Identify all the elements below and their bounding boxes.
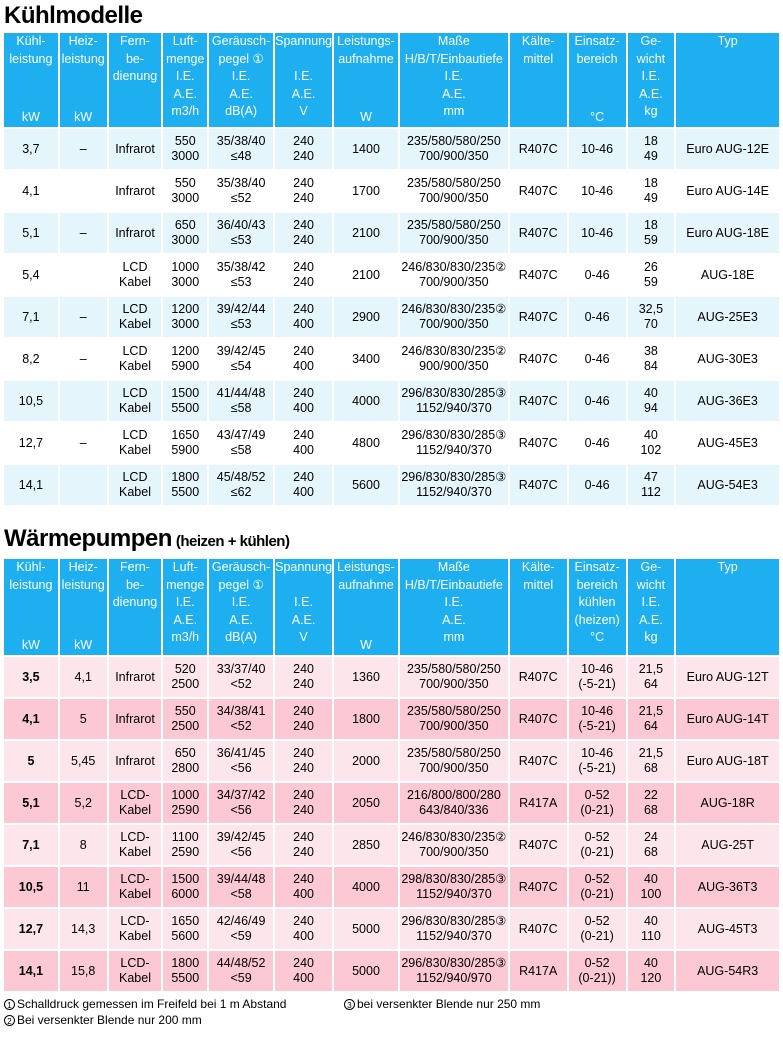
table-cell: 43/47/49 ≤58 — [209, 423, 273, 463]
cooling-header-cell — [628, 33, 675, 127]
table-cell: 12,7 — [4, 423, 58, 463]
table-cell: 1360 — [334, 657, 398, 697]
table-cell: 240 240 — [275, 213, 332, 253]
table-row — [4, 657, 779, 697]
table-cell: 36/40/43 ≤53 — [209, 213, 273, 253]
table-row — [4, 951, 779, 991]
table-cell: 235/580/580/250 700/900/350 — [400, 129, 508, 169]
table-cell: 8 — [60, 825, 107, 865]
heatpumps-header-label: Heiz- leistung — [61, 560, 105, 592]
table-cell: 0-46 — [569, 381, 626, 421]
table-cell: 240 240 — [275, 825, 332, 865]
table-row — [4, 699, 779, 739]
cooling-header-label: Spannung I.E. A.E. V — [275, 34, 333, 118]
table-cell: 246/830/830/235② 700/900/350 — [400, 255, 508, 295]
table-cell: Euro AUG-18T — [676, 741, 779, 781]
table-cell: 39/42/45 <56 — [209, 825, 273, 865]
table-cell: AUG-54E3 — [676, 465, 779, 505]
table-cell: 34/38/41 <52 — [209, 699, 273, 739]
table-cell: LCD- Kabel — [109, 909, 162, 949]
table-cell: 10-46 (-5-21) — [569, 741, 626, 781]
table-cell: 0-46 — [569, 339, 626, 379]
table-row — [4, 255, 779, 295]
table-cell: R407C — [510, 381, 567, 421]
table-cell: 39/44/48 <58 — [209, 867, 273, 907]
table-cell: Infrarot — [109, 213, 162, 253]
table-cell: 3,5 — [4, 657, 58, 697]
table-cell: 235/580/580/250 700/900/350 — [400, 657, 508, 697]
table-cell: – — [60, 129, 107, 169]
table-cell: 4000 — [334, 381, 398, 421]
table-cell: 296/830/830/285③ 1152/940/970 — [400, 951, 508, 991]
table-cell: 5 — [60, 699, 107, 739]
table-row — [4, 297, 779, 337]
heatpumps-header-label: Typ — [717, 560, 738, 574]
table-cell: 0-46 — [569, 255, 626, 295]
table-cell: 38 84 — [628, 339, 675, 379]
table-cell: 42/46/49 <59 — [209, 909, 273, 949]
table-cell: 14,1 — [4, 465, 58, 505]
table-cell: 0-46 — [569, 297, 626, 337]
table-row — [4, 339, 779, 379]
cooling-header-label: Heiz- leistung — [61, 34, 105, 66]
heatpumps-header-cell — [4, 559, 58, 655]
table-cell: 1650 5900 — [163, 423, 207, 463]
table-cell: 5,45 — [60, 741, 107, 781]
table-cell: R407C — [510, 909, 567, 949]
heatpumps-header-label: Ge- wicht I.E. A.E. kg — [636, 560, 666, 644]
cooling-header-unit: W — [360, 109, 372, 124]
table-cell: LCD- Kabel — [109, 867, 162, 907]
table-cell: 3,7 — [4, 129, 58, 169]
table-cell: 32,5 70 — [628, 297, 675, 337]
cooling-header-cell — [400, 33, 508, 127]
footnote-1: 1 Schalldruck gemessen im Freifeld bei 1 m Abstand — [4, 997, 286, 1011]
table-row — [4, 171, 779, 211]
table-cell: AUG-18E — [676, 255, 779, 295]
table-cell: 0-52 (0-21) — [569, 783, 626, 823]
table-cell: 0-52 (0-21)) — [569, 951, 626, 991]
cooling-header-cell — [163, 33, 207, 127]
table-cell: 246/830/830/235② 700/900/350 — [400, 825, 508, 865]
table-cell: 18 49 — [628, 129, 675, 169]
cooling-title-text: Kühlmodelle — [4, 2, 143, 29]
table-cell: R407C — [510, 699, 567, 739]
table-cell: 240 240 — [275, 783, 332, 823]
table-cell: 240 240 — [275, 657, 332, 697]
table-cell: – — [60, 339, 107, 379]
table-cell: 26 59 — [628, 255, 675, 295]
heatpump-subtitle: (heizen + kühlen) — [175, 533, 290, 550]
table-cell: 35/38/42 ≤53 — [209, 255, 273, 295]
table-cell: 21,5 64 — [628, 657, 675, 697]
table-cell: R407C — [510, 297, 567, 337]
cooling-header-label: Kälte- mittel — [521, 34, 555, 66]
table-cell: R407C — [510, 465, 567, 505]
table-cell: 39/42/44 ≤53 — [209, 297, 273, 337]
table-cell: LCD- Kabel — [109, 951, 162, 991]
table-cell: 36/41/45 <56 — [209, 741, 273, 781]
table-cell: LCD Kabel — [109, 297, 162, 337]
heatpumps-header-label: Kälte- mittel — [521, 560, 555, 592]
cooling-header-label: Fern- be- dienung — [112, 34, 158, 83]
table-cell: AUG-25T — [676, 825, 779, 865]
cooling-header-cell — [60, 33, 107, 127]
table-cell: 2100 — [334, 255, 398, 295]
table-cell: 21,5 64 — [628, 699, 675, 739]
heatpumps-header-label: Geräusch- pegel ① I.E. A.E. dB(A) — [211, 560, 271, 644]
table-cell: 22 68 — [628, 783, 675, 823]
heatpumps-header-label: Kühl- leistung — [9, 560, 53, 592]
table-cell: 1800 5500 — [163, 951, 207, 991]
table-cell: 4,1 — [4, 171, 58, 211]
table-cell: LCD- Kabel — [109, 825, 162, 865]
heatpumps-header-label: Spannung I.E. A.E. V — [275, 560, 333, 644]
table-cell — [60, 381, 107, 421]
table-cell: 235/580/580/250 700/900/350 — [400, 699, 508, 739]
cooling-header-cell — [334, 33, 398, 127]
table-cell: R417A — [510, 783, 567, 823]
table-row — [4, 741, 779, 781]
table-cell: Infrarot — [109, 657, 162, 697]
table-cell: 1500 6000 — [163, 867, 207, 907]
table-row — [4, 213, 779, 253]
table-cell: – — [60, 423, 107, 463]
heatpumps-header-unit: kW — [21, 637, 40, 652]
table-cell: 35/38/40 ≤52 — [209, 171, 273, 211]
table-cell: 550 2500 — [163, 699, 207, 739]
table-cell: Infrarot — [109, 741, 162, 781]
table-row — [4, 423, 779, 463]
table-cell: 1800 5500 — [163, 465, 207, 505]
heatpumps-header-unit: kW — [74, 637, 93, 652]
heatpumps-header-cell — [209, 559, 273, 655]
table-cell: 5,4 — [4, 255, 58, 295]
table-cell: 246/830/830/235② 700/900/350 — [400, 297, 508, 337]
table-cell: 47 112 — [628, 465, 675, 505]
footnote-2: 2 Bei versenkter Blende nur 200 mm — [4, 1013, 202, 1027]
cooling-header-cell — [109, 33, 162, 127]
table-cell — [60, 465, 107, 505]
table-cell: 8,2 — [4, 339, 58, 379]
footnote-3: 3 bei versenkter Blende nur 250 mm — [344, 997, 540, 1011]
table-cell: 1200 5900 — [163, 339, 207, 379]
table-cell: 1100 2590 — [163, 825, 207, 865]
table-cell — [60, 255, 107, 295]
table-cell: 2850 — [334, 825, 398, 865]
cooling-header-cell — [510, 33, 567, 127]
table-cell: 10-46 (-5-21) — [569, 657, 626, 697]
cooling-header-unit: kW — [74, 109, 93, 124]
table-cell: 0-46 — [569, 465, 626, 505]
table-row — [4, 909, 779, 949]
cooling-header-label: Maße H/B/T/Einbautiefe I.E. A.E. mm — [404, 34, 503, 118]
table-cell: 550 3000 — [163, 129, 207, 169]
table-cell: LCD Kabel — [109, 255, 162, 295]
table-cell: AUG-25E3 — [676, 297, 779, 337]
table-cell: 2900 — [334, 297, 398, 337]
table-cell: 40 110 — [628, 909, 675, 949]
heatpump-title — [4, 525, 289, 553]
table-cell: 10-46 — [569, 129, 626, 169]
table-cell: 14,3 — [60, 909, 107, 949]
table-cell: Euro AUG-14T — [676, 699, 779, 739]
table-cell: 18 49 — [628, 171, 675, 211]
table-cell: 296/830/830/285③ 1152/940/370 — [400, 423, 508, 463]
table-cell: R407C — [510, 255, 567, 295]
table-cell: 240 400 — [275, 867, 332, 907]
table-cell: 1200 3000 — [163, 297, 207, 337]
table-cell: 10-46 (-5-21) — [569, 699, 626, 739]
table-cell: R417A — [510, 951, 567, 991]
table-cell: 5600 — [334, 465, 398, 505]
table-cell: LCD Kabel — [109, 465, 162, 505]
table-cell: Euro AUG-12E — [676, 129, 779, 169]
table-cell: 34/37/42 <56 — [209, 783, 273, 823]
table-cell: 21,5 68 — [628, 741, 675, 781]
table-cell: 41/44/48 ≤58 — [209, 381, 273, 421]
table-cell: 235/580/580/250 700/900/350 — [400, 171, 508, 211]
table-cell: 296/830/830/285③ 1152/940/370 — [400, 465, 508, 505]
table-cell: 10,5 — [4, 381, 58, 421]
cooling-header-unit: kW — [21, 109, 40, 124]
table-cell: 650 3000 — [163, 213, 207, 253]
footnote-3-marker: 3 — [344, 999, 355, 1010]
table-cell: 40 94 — [628, 381, 675, 421]
footnote-2-marker: 2 — [4, 1015, 15, 1026]
table-cell: R407C — [510, 825, 567, 865]
table-cell: 246/830/830/235② 900/900/350 — [400, 339, 508, 379]
table-cell: 1800 — [334, 699, 398, 739]
heatpump-table — [2, 557, 781, 993]
cooling-header-cell — [4, 33, 58, 127]
table-cell: R407C — [510, 129, 567, 169]
heatpumps-header-cell — [400, 559, 508, 655]
cooling-header-label: Luft- menge I.E. A.E. m3/h — [166, 34, 205, 118]
table-cell: LCD Kabel — [109, 381, 162, 421]
table-cell: 44/48/52 <59 — [209, 951, 273, 991]
table-row — [4, 783, 779, 823]
table-cell: 240 400 — [275, 465, 332, 505]
cooling-header-label: Leistungs- aufnahme — [337, 34, 395, 66]
heatpumps-header-cell — [163, 559, 207, 655]
cooling-header-label: Einsatz- bereich — [574, 34, 620, 66]
heatpumps-header-label: Leistungs- aufnahme — [337, 560, 395, 592]
table-cell: 24 68 — [628, 825, 675, 865]
table-cell: 40 100 — [628, 867, 675, 907]
table-cell: Euro AUG-18E — [676, 213, 779, 253]
table-cell: 5000 — [334, 909, 398, 949]
heatpumps-header-label: Einsatz- bereich kühlen (heizen) °C — [574, 560, 620, 644]
table-cell: 235/580/580/250 700/900/350 — [400, 213, 508, 253]
table-cell: 296/830/830/285③ 1152/940/370 — [400, 381, 508, 421]
table-cell: 1000 2590 — [163, 783, 207, 823]
table-cell: R407C — [510, 339, 567, 379]
table-cell: 7,1 — [4, 825, 58, 865]
table-cell: 10,5 — [4, 867, 58, 907]
table-row — [4, 381, 779, 421]
table-cell: R407C — [510, 657, 567, 697]
table-cell: R407C — [510, 171, 567, 211]
table-cell: 550 3000 — [163, 171, 207, 211]
table-cell: 4000 — [334, 867, 398, 907]
table-cell: 1400 — [334, 129, 398, 169]
table-cell: 1500 5500 — [163, 381, 207, 421]
table-cell: 0-52 (0-21) — [569, 825, 626, 865]
table-row — [4, 129, 779, 169]
table-cell: 5000 — [334, 951, 398, 991]
table-cell: 240 400 — [275, 951, 332, 991]
table-cell — [60, 171, 107, 211]
table-cell: R407C — [510, 423, 567, 463]
table-cell: 35/38/40 ≤48 — [209, 129, 273, 169]
table-cell: 40 120 — [628, 951, 675, 991]
cooling-header-label: Kühl- leistung — [9, 34, 53, 66]
table-cell: R407C — [510, 741, 567, 781]
table-cell: Infrarot — [109, 171, 162, 211]
cooling-title — [4, 2, 143, 30]
table-row — [4, 867, 779, 907]
heatpumps-header-cell — [334, 559, 398, 655]
table-cell: 7,1 — [4, 297, 58, 337]
table-cell: AUG-18R — [676, 783, 779, 823]
table-cell: R407C — [510, 213, 567, 253]
table-cell: 12,7 — [4, 909, 58, 949]
table-cell: 2050 — [334, 783, 398, 823]
cooling-table — [2, 31, 781, 507]
table-cell: – — [60, 297, 107, 337]
table-cell: AUG-30E3 — [676, 339, 779, 379]
table-cell: 0-46 — [569, 423, 626, 463]
cooling-header-cell — [209, 33, 273, 127]
heatpumps-header-label: Fern- be- dienung — [112, 560, 158, 609]
table-cell: 1700 — [334, 171, 398, 211]
table-cell: Infrarot — [109, 129, 162, 169]
heatpumps-header-cell — [510, 559, 567, 655]
table-cell: 240 400 — [275, 423, 332, 463]
cooling-header-row — [4, 33, 779, 127]
table-cell: 240 240 — [275, 699, 332, 739]
table-cell: Euro AUG-14E — [676, 171, 779, 211]
table-cell: LCD Kabel — [109, 423, 162, 463]
table-cell: 5 — [4, 741, 58, 781]
table-cell: 45/48/52 ≤62 — [209, 465, 273, 505]
table-cell: 240 240 — [275, 741, 332, 781]
cooling-header-label: Ge- wicht I.E. A.E. kg — [636, 34, 666, 118]
table-cell: 33/37/40 <52 — [209, 657, 273, 697]
table-cell: 0-52 (0-21) — [569, 867, 626, 907]
heatpumps-header-unit: W — [360, 637, 372, 652]
table-cell: AUG-45E3 — [676, 423, 779, 463]
cooling-header-cell — [676, 33, 779, 127]
table-cell: 3400 — [334, 339, 398, 379]
table-cell: 4,1 — [60, 657, 107, 697]
table-cell: 15,8 — [60, 951, 107, 991]
table-cell: 240 240 — [275, 255, 332, 295]
table-cell: 1650 5600 — [163, 909, 207, 949]
table-cell: AUG-36T3 — [676, 867, 779, 907]
table-cell: 14,1 — [4, 951, 58, 991]
cooling-header-unit: °C — [590, 109, 605, 124]
table-cell: AUG-54R3 — [676, 951, 779, 991]
cooling-header-label: Typ — [717, 34, 738, 48]
heatpumps-header-cell — [60, 559, 107, 655]
table-cell: R407C — [510, 867, 567, 907]
heatpumps-header-cell — [275, 559, 332, 655]
table-cell: 240 240 — [275, 171, 332, 211]
table-cell: 240 400 — [275, 339, 332, 379]
cooling-header-label: Geräusch- pegel ① I.E. A.E. dB(A) — [211, 34, 271, 118]
table-cell: LCD Kabel — [109, 339, 162, 379]
table-cell: 240 240 — [275, 129, 332, 169]
table-cell: 40 102 — [628, 423, 675, 463]
table-cell: – — [60, 213, 107, 253]
table-cell: 2000 — [334, 741, 398, 781]
table-cell: Euro AUG-12T — [676, 657, 779, 697]
table-cell: 240 400 — [275, 381, 332, 421]
heatpumps-header-cell — [628, 559, 675, 655]
heatpumps-header-row — [4, 559, 779, 655]
table-row — [4, 825, 779, 865]
table-cell: 216/800/800/280 643/840/336 — [400, 783, 508, 823]
table-cell: 0-52 (0-21) — [569, 909, 626, 949]
table-cell: 650 2800 — [163, 741, 207, 781]
table-cell: 298/830/830/285③ 1152/940/370 — [400, 867, 508, 907]
table-cell: 4,1 — [4, 699, 58, 739]
table-cell: 11 — [60, 867, 107, 907]
table-cell: 5,1 — [4, 213, 58, 253]
table-cell: LCD- Kabel — [109, 783, 162, 823]
table-cell: AUG-36E3 — [676, 381, 779, 421]
heatpumps-header-cell — [569, 559, 626, 655]
heatpumps-header-cell — [109, 559, 162, 655]
table-cell: 10-46 — [569, 213, 626, 253]
table-cell: 520 2500 — [163, 657, 207, 697]
cooling-header-cell — [275, 33, 332, 127]
heatpumps-header-label: Luft- menge I.E. A.E. m3/h — [166, 560, 205, 644]
table-cell: 240 400 — [275, 909, 332, 949]
table-cell: AUG-45T3 — [676, 909, 779, 949]
table-cell: 10-46 — [569, 171, 626, 211]
table-cell: 296/830/830/285③ 1152/940/370 — [400, 909, 508, 949]
heatpumps-header-label: Maße H/B/T/Einbautiefe I.E. A.E. mm — [404, 560, 503, 644]
cooling-header-cell — [569, 33, 626, 127]
table-cell: 2100 — [334, 213, 398, 253]
table-cell: 5,2 — [60, 783, 107, 823]
footnote-1-marker: 1 — [4, 999, 15, 1010]
heatpumps-header-cell — [676, 559, 779, 655]
table-row — [4, 465, 779, 505]
table-cell: 240 400 — [275, 297, 332, 337]
table-cell: 4800 — [334, 423, 398, 463]
table-cell: 235/580/580/250 700/900/350 — [400, 741, 508, 781]
table-cell: 39/42/45 ≤54 — [209, 339, 273, 379]
table-cell: 18 59 — [628, 213, 675, 253]
table-cell: Infrarot — [109, 699, 162, 739]
table-cell: 1000 3000 — [163, 255, 207, 295]
heatpump-title-text: Wärmepumpen — [4, 525, 172, 552]
table-cell: 5,1 — [4, 783, 58, 823]
